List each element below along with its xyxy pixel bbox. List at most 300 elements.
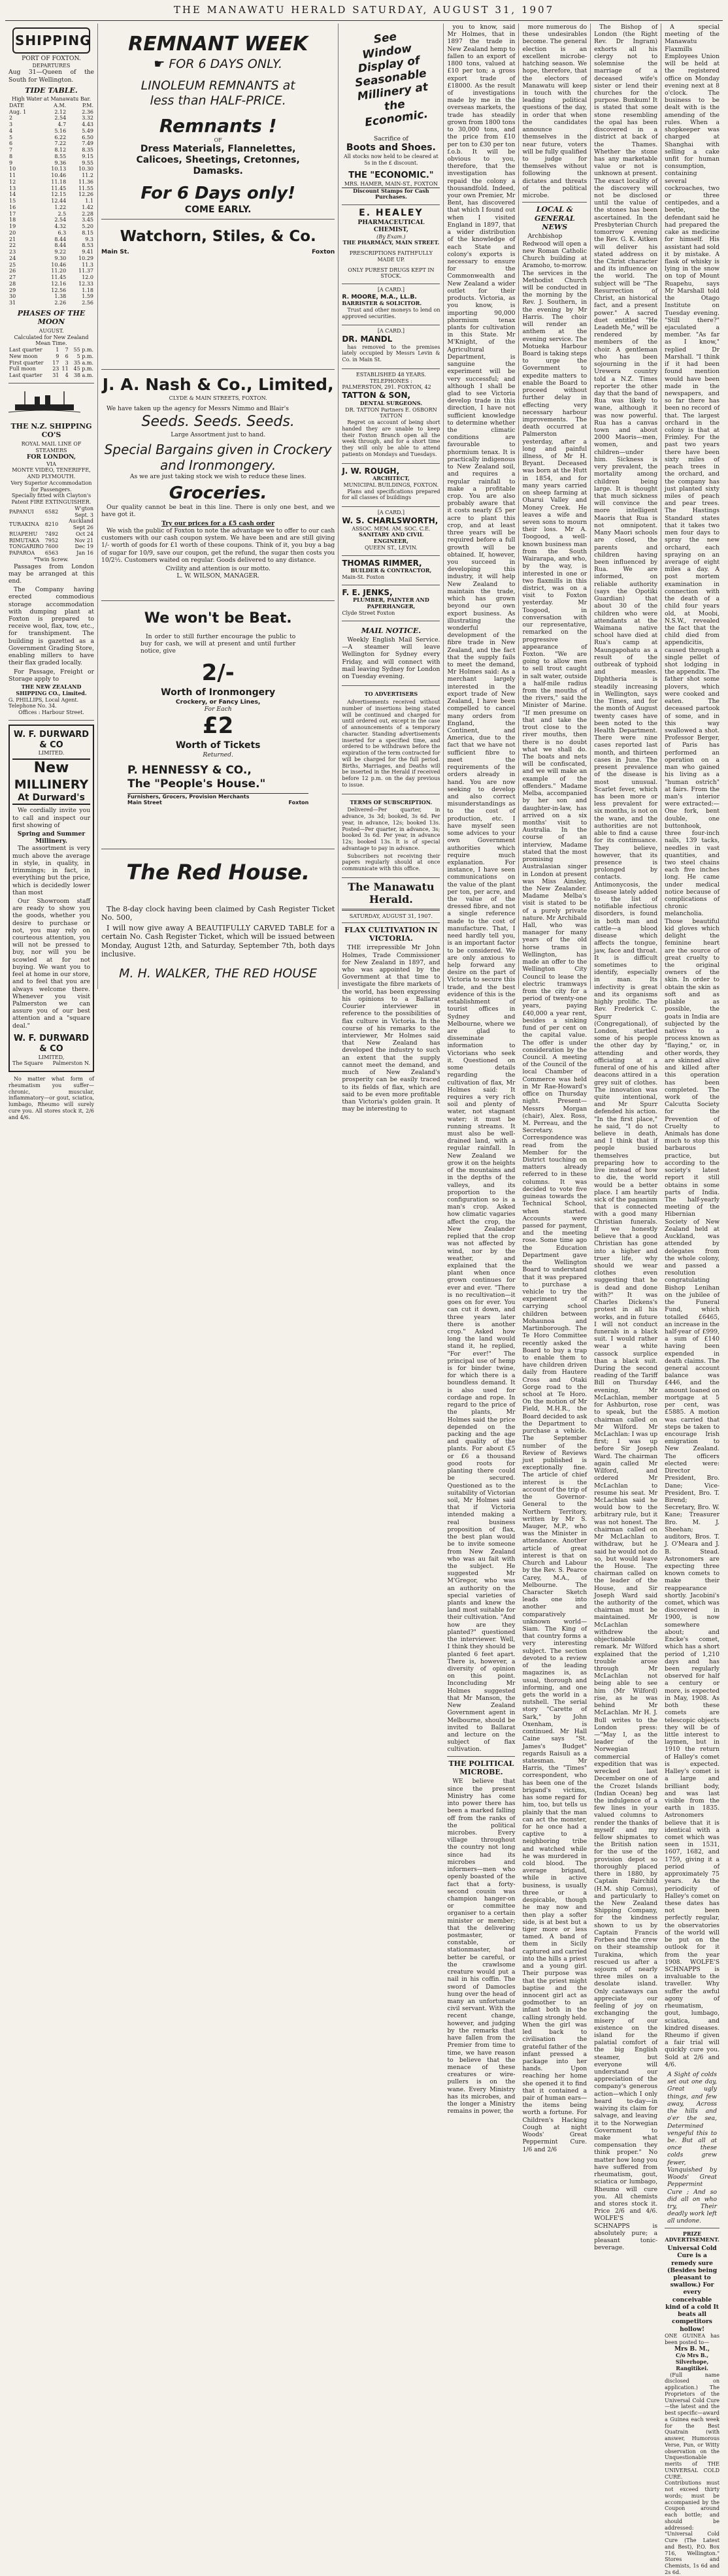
steamer-row-cell: PAPAROA [9, 550, 35, 557]
moon-row [8, 372, 94, 379]
healey-name: E. HEALEY [359, 208, 423, 219]
worth-tickets: Worth of Tickets [175, 740, 261, 751]
charlsworth-title: SANITARY AND CIVIL ENGINEER, [359, 531, 423, 545]
tide-row-cell: 10 [9, 166, 16, 172]
peoples-house: The "People's House." [127, 777, 266, 791]
nzsc-via: VIA [46, 461, 56, 467]
tide-row-cell: 19 [9, 223, 16, 230]
moon-row-cell: Last quarter [9, 372, 42, 379]
tide-subheading: High Water at Manawatu Bar. [11, 96, 91, 103]
steamer-table [8, 506, 94, 557]
tide-row-cell: 8.44 [54, 236, 67, 242]
prescriptions: PRESCRIPTIONS FAITHFULLY MADE UP. [349, 250, 433, 263]
moon-row-cell: 6 [65, 353, 69, 359]
tide-row-cell: 2.54 [54, 115, 67, 122]
tide-row-cell: 17 [9, 210, 16, 217]
nzsc-passages: Passages from London may be arranged at this end. [8, 562, 94, 585]
advertisers-heading: TO ADVERTISERS [364, 691, 418, 698]
tide-row-cell: 22 [9, 242, 16, 249]
tide-row [8, 160, 94, 167]
tide-row-cell: 8.53 [82, 242, 93, 249]
come-early: COME EARLY. [184, 204, 252, 215]
nash-address: CLYDE & MAIN STREETS, FOXTON. [169, 395, 267, 401]
tide-header-cell: A.M. [54, 102, 67, 108]
steamer-row-cell: 7600 [44, 544, 59, 550]
stock-cleared: All stocks now held to be cleared at 5s in the £ discount. [344, 154, 438, 167]
durward-ad [8, 725, 94, 1072]
tide-row-cell: 7.49 [82, 140, 93, 147]
moon-row-cell: 55 p.m. [73, 347, 93, 353]
moon-row [8, 366, 94, 372]
stock-note: As we are just taking stock we wish to reduce these lines. [129, 473, 306, 481]
cold-poem: A Sight of colds set out one day, Great ugly things, and few away, Across the hills and o'er the sea, Determined vengeful this to be. But all at once these colds grew fewer, Vanquished by Woods' Great Peppermint Cure ; And so did all on who try, Their deadly work left all undone. [667, 2071, 717, 2225]
seeds-heading: Seeds. Seeds. Seeds. [141, 414, 295, 431]
tide-row-cell: 1.18 [82, 287, 93, 293]
civility: Civility and attention is our motto. [165, 564, 271, 572]
rimmer-title: BUILDER & CONTRACTOR, [350, 567, 432, 574]
hennessy-name: P. HENNESSY & CO., [127, 764, 252, 777]
nzsc-local-agent: G. PHILLIPS, Local Agent. [8, 696, 79, 703]
durward-showroom: Our Showroom staff are ready to show you the goods, whether you desire to purchase or not, you may rely on courteous attention, you will not be pressed to buy, nor will you be scowled at for not buying. We want you to feel at home in our store, and to feel that you are always welcome there. Whenever you visit Palmerston we can assure you of our best attention and a "square deal." [12, 897, 90, 1030]
tide-row-cell: 8.35 [82, 147, 93, 154]
tatton-partners: DR. TATTON Partners E. OSBORN TATTON [345, 406, 437, 419]
groceries-body: Our quality cannot be beat in this line. There is only one best, and we have got it. [101, 504, 335, 519]
tide-row-cell: 25 [9, 261, 16, 268]
nzsc-agent: THE NEW ZEALAND SHIPPING CO., Limited. [16, 683, 87, 696]
rough-name: J. W. ROUGH, [342, 466, 400, 476]
moon-row-cell: 7 [65, 347, 69, 353]
card-label-1: [A CARD.] [377, 287, 405, 293]
tide-row-cell: 13 [9, 185, 16, 191]
tide-row-cell: 1.59 [82, 293, 93, 300]
red-house-heading: The Red House. [126, 860, 310, 885]
tide-row-cell: 4 [9, 127, 13, 134]
tide-row-cell: 11.3 [82, 261, 93, 268]
durward-spring: Spring and Summer Millinery. [17, 830, 86, 845]
tide-row-cell: 2.12 [54, 108, 67, 115]
durward-name-2: W. F. DURWARD & CO [13, 1033, 90, 1054]
departures-heading: DEPARTURES [32, 62, 71, 69]
tide-row-cell: 4.43 [82, 122, 93, 128]
steamer-row-cell: 6563 [44, 550, 59, 557]
moon-row-cell: 5 p.m. [76, 353, 93, 359]
tide-row-cell: 6.3 [58, 229, 67, 236]
port-title: PORT OF FOXTON. [22, 55, 81, 63]
nzsc-title: THE N.Z. SHIPPING CO'S [10, 421, 92, 440]
subscription-body: Delivered—Per quarter, in advance, 3s 3d; booked, 3s 6d. Per year, in advance, 12s; booked 13s. Posted—Per quarter, in advance, 3s; booked 3s 6d. Per year, in advance 12s; booked 13s. It is of special advantage to pay in advance. [342, 807, 440, 851]
nzsc-fitted: Specially fitted with Clayton's Patent FIRE EXTINGUISHER. [11, 493, 91, 506]
moon-row-cell: First quarter [9, 359, 44, 366]
boots-shoes: Boots and Shoes. [346, 142, 436, 154]
moon-subheading: Calculated for New Zealand Mean Time. [14, 334, 89, 347]
departure-entry: Aug 31—Queen of the South for Wellington. [8, 69, 94, 84]
jenks-title: PLUMBER, PAINTER AND PAPERHANGER, [353, 596, 429, 610]
tide-row-cell: 15 [9, 198, 16, 204]
tide-row [8, 242, 94, 249]
purest-drugs: ONLY PUREST DRUGS KEPT IN STOCK. [348, 267, 435, 280]
tide-row [8, 128, 94, 135]
tatton-places: PALMERSTON, 291. FOXTON, 42 [342, 384, 431, 391]
tide-row-cell: 2.56 [82, 300, 93, 306]
pharm-chemist: PHARMACEUTICAL CHEMIST, [357, 219, 425, 234]
watchorn-name: Watchorn, Stiles, & Co. [120, 228, 316, 245]
tide-row-cell: 23 [9, 249, 16, 255]
remnant-week-heading: REMNANT WEEK [128, 33, 308, 56]
moon-row [8, 347, 94, 353]
tide-row-cell: 11.45 [51, 274, 67, 281]
tide-row [8, 115, 94, 122]
tide-row-cell: 5 [9, 134, 13, 140]
tide-row [8, 274, 94, 281]
tide-row-cell: 7 [9, 147, 13, 154]
steamer-row [8, 506, 94, 519]
hennessy-street: Main Street [127, 800, 162, 806]
moon-table [8, 347, 94, 379]
tide-row-cell: 4.7 [58, 122, 67, 128]
tide-row-cell: 10.46 [51, 261, 67, 268]
moon-row-cell: 1 [56, 347, 59, 353]
tide-row-cell: 2.36 [82, 108, 93, 115]
tide-row [8, 262, 94, 269]
manager: L. W. WILSON, MANAGER. [176, 572, 259, 580]
subscription-heading: TERMS OF SUBSCRIPTION. [350, 798, 433, 806]
tide-row-cell: 11.20 [51, 268, 67, 274]
column-6 [591, 24, 661, 2252]
window-display-heading: See Window Display of Seasonable Millinery at the Economic. [354, 30, 429, 130]
tide-row-cell: 8.55 [54, 153, 67, 159]
moon-heading: PHASES OF THE MOON [17, 308, 86, 327]
tide-row-cell: 6.50 [82, 134, 93, 140]
tide-row-cell: 8.44 [54, 242, 67, 249]
prize-body: (Full name disclosed on application.) The Proprietors of the Universal Cold Cure—the latest and the best specific—award a Guinea each week for the Best Quatrain (with answer, Humorous Verse, Pun, or Witty observation on the Unquestionable merits of THE UNIVERSAL COLD CURE. Contributions must not exceed thirty words; must be accompanied by the Coupon around each bottle; and should be addressed: "Universal Cold Cure (The Latest and Best), P.O. Box 716, Wellington." Stores and Chemists, 1s 6d and 2s 6d. [665, 2372, 720, 2575]
columns [5, 24, 723, 2575]
tatton-body: Regret on account of being short handed they are unable to keep their Foxton Branch open all the week through, and for a short time they will only be able to attend patients on Mondays and Tuesdays. [342, 419, 440, 457]
flax-continued: you to know, said Mr Holmes, that in 1897 the trade in New Zealand hemp to fallen to an export of 1800 tons, valued at £10 per ton; a gross export trade of £18000. As the result of investigations made by me in the overseas markets, the trade has steadily grown from 1800 tons to 30,000 tons, and the price from £10 per ton to £30 per ton f.o.b. It will be obvious to you, therefore, that the investigation has repaid the colony a thousandfold. Indeed, your own Premier, Mr Bent, has discovered that which I found out when I visited England in 1897, that a wider distribution of the knowledge of each State and colony's exports is necessary to ensure for the Commonwealth and New Zealand a wider outlet for their products. Victoria, as you know, is importing 90,000 phormium tenax plants for cultivation in this State. Mr M'Knight, of the Agricultural Department, is sanguine the experiment will be very successful; and although I shall be glad to see Victoria develop trade in this direction, I have not sufficient knowledge to determine whether the climatic conditions are favourable to phormium tenax. It is practically indigenous to New Zealand soil, and requires a regular rainfall to make a profitable crop. You are also probably aware that it costs nearly £5 per acre to plant this crop, and at least three years will be required before a full growth will be obtained. If, however, you succeed in developing this industry, it will help New Zealand to maintain the trade, which has grown beyond our own export business. As illustrating the wonderful development of the fibre trade in New Zealand, and the fact that the supply fails to meet the demand, Mr Holmes said: As a merchant largely interested in the export trade of New Zealand, I have been compelled to cancel many orders from England, the Continent, and America, due to the fact that we have not sufficient fibre to meet the requirements of the orders already in hand. You are now seeking to develop and also correct misunderstandings as to the cost of production, etc. I have myself seen some advices to your own Government authorities which require much explanation. For instance, I have seen communications on the value of the plant per ton, per acre, and the value of the dressed fibre, and not a single reference made to the cost of manufacture. That, I need hardly tell you, is an important factor to be considered. We are only anxious to help forward any desire on the part of Victoria to secure this trade, and the best evidence of this is the establishment of tourist offices in Sydney and Melbourne, where we are glad to disseminate information to Victorians who seek it. Questioned on some details regarding the cultivation of flax, Mr Holmes said: It requires a very rich soil and plenty of water, not stagnant water; it must be running streams. It must also be well-drained land, with a regular rainfall. In New Zealand we grow it on the heights of the mountains and in the depths of the valleys, and its proportion to the configuration so is a man's crop. Asked how climatic vagaries affect the crop, the New Zealander replied that the crop was not affected by wind, nor by the weather, and explained that the plant when once grown continues for ever and ever. "There is no recultivation—it goes on for ever. You can cut it down, and three years later there is another crop." Asked how long the land would stand it, he replied, "For ever!" The principal use of hemp is for binder twine, for which there is a boundless demand. It is also used for cordage and rope. In regard to the price of the plants, Mr Holmes said the price depended on the packing and the age and quality of the plants. For about £5 or £6 a thousand good roots for planting there could be secured. Questioned as to the suitability of Victorian soil, Mr Holmes said that if Victoria intended making a real business proposition of flax, the best plan would be to invite someone from New Zealand who was au fait with the subject. He suggested Mr M'Gregor, who was an authority on the special varieties of plants and knew the land most suitable for their cultivation. "And how are they planted?" questioned the interviewer. Well, I think they should be planted 6 feet apart. There is, however, a diversity of opinion on this point. Inconcluding Mr Holmes suggested that Mr Manson, the New Zealand Government agent in Melbourne, should be invited to Ballarat and lecture on the subject of flax cultivation. [447, 24, 516, 1753]
tide-row [8, 179, 94, 186]
pointing-hand-icon: ☛ [154, 56, 169, 71]
tide-row-cell: 12.33 [78, 280, 93, 287]
tide-row-cell: 30 [9, 293, 16, 300]
tide-row-cell: 5.49 [82, 127, 93, 134]
card-label-2: [A CARD.] [377, 328, 405, 334]
watchorn-street: Main St. [101, 248, 129, 256]
wont-body: In order to still further encourage the public to buy for cash, we will at present and until further notice, give [141, 632, 296, 655]
jenks-name: F. E. JENKS, [342, 587, 393, 597]
established: ESTABLISHED 48 YEARS. [356, 371, 426, 378]
steamer-row-cell: RUAPEHU [9, 530, 38, 537]
dress-materials: Dress Materials, Flannelettes, Calicoes, Sheetings, Cretonnes, Damasks. [136, 144, 300, 177]
herald-title: The Manawatu Herald. [348, 880, 435, 906]
mail-body: Weekly English Mail Service.—A steamer will leave Wellington for Sydney every Friday, and will connect with mail leaving Sydney for London on Tuesday evening. [342, 636, 440, 681]
tide-row-cell: 12 [9, 178, 16, 185]
tide-row-cell: 28 [9, 280, 16, 287]
charlsworth-address: QUEEN ST., LEVIN. [364, 544, 418, 551]
tide-row [8, 109, 94, 116]
moon-row-cell: 35 a.m. [73, 359, 93, 366]
tide-row-cell: 16 [9, 204, 16, 210]
tide-row [8, 287, 94, 294]
steamer-row-cell: RIMUTAKA [9, 537, 40, 544]
tide-row-cell: 27 [9, 274, 16, 281]
flax-heading: FLAX CULTIVATION IN VICTORIA. [344, 925, 438, 943]
local-news-heading: LOCAL & GENERAL NEWS [534, 205, 575, 232]
tide-row [8, 140, 94, 147]
moon-row-cell: Full moon [9, 366, 36, 372]
column-1 [5, 24, 98, 1120]
tide-row [8, 166, 94, 172]
rheumo-ad: No matter what form of rheumatism you suffer—chronic, muscular, inflammatory—or gout, sciatica, lumbago, Rheumo will surely cure you. All stores stock it, 2/6 and 4/6. [8, 1076, 94, 1120]
rough-address: MUNICIPAL BUILDINGS, FOXTON. [343, 481, 439, 488]
tide-row-cell: 11.2 [82, 172, 93, 179]
sacrifice-label: Sacrifice of [373, 135, 408, 143]
prize-heading: PRIZE ADVERTISEMENT. [665, 2230, 720, 2243]
nzsc-subtitle: ROYAL MAIL LINE OF STEAMERS [21, 440, 82, 453]
steamer-row [8, 531, 94, 538]
for-each: For Each [204, 706, 232, 713]
tide-row-cell: 6 [9, 140, 13, 147]
two-shillings: 2/- [201, 660, 235, 687]
tide-row-cell: 2.5 [58, 210, 67, 217]
column-7 [661, 24, 723, 2575]
two-pounds: £2 [203, 713, 234, 740]
moon-row [8, 353, 94, 360]
tide-row-cell: 12.44 [51, 198, 67, 204]
tide-row-cell: 12.0 [82, 274, 93, 281]
moon-row-cell: 45 p.m. [73, 366, 93, 372]
moon-row-cell: 11 [61, 366, 69, 372]
steamer-row [8, 544, 94, 550]
tide-row-cell: 4.32 [54, 223, 67, 230]
steamer-row-cell: Nov 21 [74, 537, 93, 544]
durward-address-2: Palmerston N. [52, 1060, 90, 1067]
tide-row [8, 147, 94, 154]
steamer-row-cell: PAPANUI [9, 508, 34, 515]
tide-row-cell: 31 [9, 300, 16, 306]
steamer-row-cell: 6582 [44, 508, 59, 515]
moore-name: R. MOORE, M.A., LL.B. [342, 293, 417, 301]
durward-at: At Durward's [12, 792, 90, 805]
tide-row-cell: 5.16 [54, 127, 67, 134]
shipping-logo: SHIPPING [12, 27, 90, 54]
durward-limited-2: LIMITED, [38, 1054, 65, 1060]
returned: Returned. [203, 751, 233, 759]
tide-row-cell: 11.45 [51, 185, 67, 191]
herald-date: SATURDAY, AUGUST 31, 1907. [349, 913, 433, 919]
tide-row [8, 204, 94, 211]
wont-be-beat: We won't be Beat. [144, 610, 292, 627]
masthead: THE MANAWATU HERALD SATURDAY, AUGUST 31, 1907 [5, 4, 723, 21]
tide-row [8, 230, 94, 236]
steamer-row [8, 550, 94, 557]
tide-row [8, 122, 94, 128]
moon-row-cell: New moon [9, 353, 38, 359]
tide-row-cell: 9.22 [54, 249, 67, 255]
tide-row-cell: Aug. 1 [9, 108, 27, 115]
bargains-heading: Special Bargains given in Crockery and Ironmongery. [104, 441, 332, 473]
moon-row-cell: 4 [65, 372, 69, 379]
hennessy-trades: Furnishers, Grocers, Provision Merchants [127, 793, 308, 800]
charlsworth-name: W. S. CHARLSWORTH, [342, 515, 438, 525]
nzsc-office: Offices : Harbour Street. [18, 709, 84, 716]
moon-month: AUGUST. [39, 327, 64, 334]
tide-row-cell: 1.38 [54, 293, 67, 300]
moon-row [8, 360, 94, 367]
tide-row-cell: 3.45 [82, 217, 93, 223]
moon-row-cell: Last quarter [9, 347, 42, 353]
nash-name: J. A. Nash & Co., Limited, [102, 375, 334, 394]
tide-row-cell: 14 [9, 191, 16, 198]
durward-new: New [12, 758, 90, 777]
tide-row-cell: 12.15 [51, 191, 67, 198]
column-5 [519, 24, 591, 2153]
tide-row-cell: 6.22 [54, 134, 67, 140]
prize-winner: Mrs B. M., [674, 2345, 710, 2353]
nzsc-for: FOR LONDON, [26, 453, 76, 461]
tide-row-cell: 11.55 [78, 185, 93, 191]
moon-row-cell: 31 [52, 372, 59, 379]
steamship-icon [8, 389, 80, 415]
tide-row-cell: 1.1 [85, 198, 93, 204]
durward-name: W. F. DURWARD & CO [13, 729, 90, 750]
hennessy-town: Foxton [288, 800, 309, 806]
tatton-title: DENTAL SURGEONS. [359, 399, 423, 406]
pharmacy-address: THE PHARMACY, MAIN STREET. [342, 239, 440, 246]
tide-header-cell: DATE [9, 102, 24, 108]
nash-agency: We have taken up the agency for Messrs Nimmo and Blair's [107, 405, 289, 413]
prize-verse: Universal Cold Cure is a remedy sure (Besides being pleasant to swallow.) For every conceivable kind of a cold It beats all competitors hollow! [665, 2245, 720, 2333]
moore-title: BARRISTER & SOLICITOR. [342, 300, 422, 307]
six-days-heading [101, 57, 335, 72]
tide-row-cell: 5.20 [82, 223, 93, 230]
economic-name: THE "ECONOMIC." [348, 170, 434, 180]
nzsc-accommodation: Very Superior Accommodation for Passengers. [10, 480, 92, 493]
tide-row [8, 281, 94, 287]
tide-row-cell: 9.55 [82, 159, 93, 166]
tide-row-cell: 11 [9, 172, 16, 179]
rough-body: Plans and specifications prepared for all classes of buildings [342, 488, 440, 501]
advertisers-body: Advertisements received without number of insertions being stated will be continued and charged for until ordered out, except in the case of announcements of a temporary character. Standing advertisements inserted for a specified time, and ordered to be withdrawn before the expiration of the term contracted for will be charged for the full period. Births, Marriages, and Deaths will be inserted in the Herald if received before 12 p.m. on the day previous to issue. [342, 699, 440, 788]
tide-row-cell: 29 [9, 287, 16, 293]
six-days-text: FOR 6 DAYS ONLY. [169, 56, 283, 71]
tide-row-cell: 9.30 [54, 255, 67, 261]
tide-row-cell: 12.26 [78, 191, 93, 198]
nzsc-freight: For Passage, Freight or Storage apply to [8, 668, 94, 683]
tide-row [8, 300, 94, 306]
moon-row-cell: 9 [56, 353, 59, 359]
crockery-lines: Crockery, or Fancy Lines, [175, 698, 261, 706]
seeds-subheading: Large Assortment just to hand. [171, 431, 266, 439]
column-7-body: A special meeting of the Manawatu Flaxmills Employees Union will be held at the registered office on Monday evening next at 8 o'clock. The business to be dealt with is the amending of the rules. When a shopkeeper was charged at Shanghai with selling a cake unfit for human consumption, containing several cockroaches, two or three centipedes, and a beetle, the defendant said he had prepared the cake as medicine for himself. His assistant had sold it by mistake. A flask of whisky is lying in the snow on top of Mount Ruapehu, says Mr Marshall told the Otago Institute on Tuesday evening. "Still there?" ejaculated a member. "As far as I know," replied Dr Marshall. "I think if it had been found mention would have been made in the newspapers, and so far there has been no record of that. The largest orchard in the colony is that at Frimley. For the past two years there have been sixty miles of peach trees in the orchard, and the company has just planted sixty miles of peach and pear trees. The Hastings Standard states that it takes two men four days to spray the new orchard, each spraying on an average of eight miles a day. A post mortem examination in connection with the death of a child four years old, at Moobi, N.S.W., revealed the fact that the child died from appendicitis, caused through a single pellet of shot lodging in the appendix. The father shot some plovers, which were cooked and eaten. The deceased partook of some, and in this way swallowed a shot. Professor Berger, of Paris has performed an operation on a man who gained his living as a "human ostrich" at fairs. From the man's interior were extracted:—One fork, bent double, one buttonhook, three four-inch nails, 139 tacks, needles in vast quantities, and two steel chains each five inches long. He came under medical notice because of complications of chronic melancholia. Those beautiful kid gloves which delight the feminine heart are the source of great cruelty to the original owners of the skin. In order to obtain the skin as soft and as pliable as possible, the goats in India are subjected by the natives to a process known as "flaying," or, in other words, they are skinned alive and killed after this operation has been completed. The work of the Calcutta Society for the Prevention of Cruelty to Animals has done much to stop this barbarous practice, but according to the society's latest report it still obtains in some parts of India. The half-yearly meeting of the Hibernian Society of New Zealand held at Auckland, was attended by delegates from the whole colony, and passed a resolution congratulating Bishop Lenihan on the jubilee of the Funeral Fund, which totalled £6465, an increase in the half-year of £999, a sum of £140 having been expended in death claims. The general account balance was £446, and the amount loaned on mortgage at 5 per cent, was £5885. A motion was carried that steps be taken to encourage Irish emigration to New Zealand. The officers elected were: Director President, Bro. Dane; Vice-President, Bro. T. Birend; Secretary, Bro. W. Kane; Treasurer Bro. M. J. Sheehan; auditors, Bros. T. J. O'Meara and J. B. Stead. Astronomers are expecting three known comets to make their reappearance shortly. Jacobini's comet, which was discovered in 1900, is now somewhere about; and Encke's comet, which has a short period of 1,210 days and has been regularly observed for half a century or more, is expected in May, 1908. As both these comets are telescopic objects they will be of little interest to laymen, but in 1910 the return of Halley's comet is expected. Halley's comet is a large and brilliant body, and was last visible from the earth in 1835. Astronomers believe that it is identical with a comet which was seen in 1531, 1607, 1682, and 1759, giving it a period of approximately 75 years. As the periodicity of Halley's comet on these dates has not been perfectly regular, the observatories of the world will be put on the outlook for it from the year 1908. WOLFE'S SCHNAPPS is invaluable to the traveller. Why suffer the awful agony of rheumatism, gout, lumbago, sciatica, and kindred diseases. Rheumo if given a fair trial will quickly cure you. Sold at 2/6 and 4/6. [665, 24, 720, 2068]
card-label-3: [A CARD.] [377, 510, 405, 516]
prize-address: C/o Mrs B., Silverhope, Rangitikei. [675, 2352, 709, 2372]
tide-row-cell: 10.46 [51, 172, 67, 179]
subscription-note: Subscribers not receiving their papers regularly should at once communicate with this office. [342, 853, 440, 872]
linoleum-heading: LINOLEUM REMNANTS at less than HALF-PRICE. [141, 78, 295, 108]
watchorn-town: Foxton [311, 248, 335, 256]
tide-row-cell: 11.37 [78, 268, 93, 274]
tide-header-row [8, 103, 94, 109]
walker-footer: M. H. WALKER, THE RED HOUSE [119, 966, 318, 981]
try-prices: Try our prices for a £5 cash order [161, 519, 275, 527]
steamer-row-cell: TURAKINA [9, 521, 39, 528]
hamer-address: MRS. HAMER, MAIN-ST., FOXTON [344, 180, 438, 187]
tide-row [8, 172, 94, 179]
discount-stamps: Discount Stamps for Cash Purchases. [342, 187, 440, 201]
of-label: OF [214, 137, 222, 144]
column-6-body: The Bishop of London (the Right Rev. Dr Ingram) exhorts all his clergy not to solemnise the marriage of a deceased wife's sister or lend their churches for the purpose. Bunkum! It is stated that some stone resembling the opal has been discovered in a district at back of the Thames. Whether the stone has any marketable value or not is unknown at present. The exact locality of the discovery will not be disclosed until the value of the stones has been ascertained. In the Presbyterian Church tomorrow evening the Rev. G. K. Aitken will deliver his stated address on the Christ character and its influence on the world. The subject will be "The Resurrection of Christ, an historical fact, and a present power." A sacred duet entitled "He Leadeth Me," will be rendered by members of the choir. A gentleman who has been sojourning in the Urewera country told a N.Z. Times reporter the other day that the band of Rua was likely to wane, although it was now powerful. Rua has a canvas town and about 2000 Maoris—men, women, and children—under him. Sickness is very prevalent, the mortality among children being large. It is thought that much sickness will convince the more intelligent Maoris that Rua is not omnipotent. Many Maori schools are closed, the parents and children having been influenced by Rua. We are informed, on reliable authority (says the Opotiki Guardian) that about 30 of the children who were attendants at the Waimana native school have died at Rua's camp at Maungapohatu as a result of the outbreak of typhoid and measles. Diphtheria is steadily increasing in Wellington, says the Times, and for the month of August twenty cases have been noted to the Health Department. There were nine cases reported last month, and thirteen cases in June. The present prevalence of the disease is most unusual. Scarlet fever, which has been more or less prevalent for six months, is not on the wane, and the authorities are not able to find a cause for its continuance. They believe, however, that its presence is prolonged by contacts. Antimonycosis, the disease lately added to the list of notifiable infectious disorders, is found in both man and cattle—a blood disease which affects the tongue, jaw, face and throat. It is difficult sometimes to identify, especially in man. Its infectivity is great and its organisms highly prolific. The Rev. Frederick C. Spurr (Congregational), of London, startled some of his people the other day by attending and officiating at a funeral of one of his deacons attired in a grey suit of clothes. The innovation was quite intentional, and Mr Spurr defended his action. "In the first place," he said, "I do not believe in death, and I think that if people busied themselves preparing how to live instead of how to die, the world would be a better place. I am heartily sick of the paganism that is connected with a good many Christian funerals. If we honestly believe that a good Christian has gone into a higher and truer life, why should we wear clothes even suggesting that he is dead and done with?" It was Charles Dickens's protest in all his works, and in future I will not conduct funerals in a black suit. I would rather wear a white cassock surplice than a black suit. During the second reading of the Tariff Bill on Thursday evening, Mr McLachlan, member for Ashburton, rose to speak, but the chairman called on Mr Wilford. Mr McLachlan: I was up first; I was up before Sir Joseph Ward. The chairman again called Mr Wilford, and ordered Mr McLachlan to resume his seat. Mr McLachlan said he would bow to the arbitrary rule, but it was not honest. The chairman called on Mr McLachlan to withdraw, but he said he would not do so, but would leave the House. The chairman called on the leader of the House, and Sir Joseph Ward said the authority of the chairman must be maintained. Mr McLachlan withdrew the objectionable remark. Mr Wilford explained that the trouble arose through Mr McLachlan not being able to see him (Mr Wilford) rise, as he was behind Mr McLachlan. Mr H. J. Bull writes to the London press:—"May I, as the leader of the Norwegian commercial expedition that was wrecked last December on one of the Crozet Islands (Indian Ocean) beg the indulgence of a few lines in your valued columns to render the thanks of myself and my fellow shipmates to the British nation for the use of the provision depot so thoroughly placed there in 1880, by Captain Fairchild (H.M. ship Comus), and particularly to the New Zealand Shipping Company, for the kindness shown to us by Captain Francis Forbes and the crew on their steamship Turakina, which rescued us after a sojourn of nearly three miles on a desolate island. Only castaways can appreciate our feeling of joy on exchanging the misery of our existence on the island for the palatial comfort of the big English steamer, but everyone will understand our appreciation of the company's generous action—which I only heard to-day—in waiving its claim for salvage, and leaving it to the Norwegian Government to make what compensation they think proper." No matter how long you have suffered from rheumatism, gout, sciatica or lumbago, Rheumo will cure you. All chemists and stores stock it. Price 2/6 and 4/6. WOLFE'S SCHNAPPS is absolutely pure; a pleasant tonic-beverage. [594, 24, 658, 2252]
tide-row-cell: 7.22 [54, 140, 67, 147]
nzsc-route: MONTE VIDEO, TENERIFFE, AND PLYMOUTH. [12, 467, 91, 480]
tide-row-cell: 26 [9, 268, 16, 274]
nzsc-body: The Company having erected commodious storage accommodation with dumping plant at Foxton is prepared to receive wool, flax, tow, etc., for transhipment. The building is gazetted as a Government Grading Store, enabling millers to have their flax graded locally. [8, 586, 94, 667]
microbe-heading: THE POLITICAL MICROBE. [448, 1759, 514, 1777]
tide-row-cell: 3 [9, 122, 13, 128]
flax-body: THE irrepressible Mr John Holmes, Trade Commissioner for New Zealand in 1897, and who was appointed by the Government at that time to investigate the fibre markets of the world, has been expressing his opinions to a Ballarat Courier interviewer in reference to the possibilities of flax culture in Victoria. In the course of his remarks to the interviewer, Mr Holmes said that New Zealand has developed the industry to such an extent that the supply cannot meet the demand, and much of New Zealand's prosperity can be easily traced to its fields of flax, which are said to be even more profitable than Victoria's golden grain. It may be interesting to [342, 944, 440, 1113]
column-2 [98, 24, 339, 989]
mail-heading: MAIL NOTICE. [361, 626, 422, 635]
tide-row-cell: 9.36 [54, 159, 67, 166]
tide-row [8, 223, 94, 230]
groceries-heading: Groceries. [169, 483, 267, 503]
tide-row [8, 186, 94, 192]
rimmer-name: THOMAS RIMMER, [342, 558, 422, 568]
local-news-body: Archbishop Redwood will open a new Roman Catholic Church building at Aramoho, to-morrow. The services in the Methodist Church will be conducted in the morning by the Rev. J. Southern, in the evening by Mr Harris. The choir will render an anthem at the evening service. The Motueka Harbour Board is taking steps to urge the Government to expedite matters to enable the Board to proceed without further delay in effecting very necessary harbour improvements. The death occurred at Palmerston yesterday, after a long and painful illness, of Mr H. Bryant. Deceased was born at the Hutt in 1854, and for many years carried on sheep farming at Oharui Valley and Money Creek. He leaves a wife and seven sons to mourn their loss. Mr A. Toogood, a well-known business man from the South Wairarapa, and who, by the way, is interested in one or two flaxmills in this district, was on a visit to Foxton yesterday. Mr Toogood, in conversation with our representative, remarked on the progressive appearance of Foxton. "We are going to allow men to sell trout caught in salt water, outside a half-mile radius from the mouths of the rivers," said the Minister of Marine. "If men presume on that and take the trout close to the river mouths, then there is no doubt what we shall do. The boats and nets will be confiscated, and we will make an example of the offenders." Madame Melba, accompanied by her son and daughter-in-law, has arrived on a six months' visit to Australia. In the course of an interview, Madame stated that the most promising Australasian singer in London at present was Miss Ainsley, the New Zealander. Madame Melba's visit is stated to be of a purely private nature. Mr Archibald Hall, who was manager for many years of the old horse trams in Wellington, has made an offer to the Wellington City Council to lease the electric tramways from the city for a period of twenty-one years, paying £40,000 a year rent, besides a sinking fund of per cent on the capital value. The offer is under consideration by the Council. A meeting of the Council of the local Chamber of Commerce was held in Mr Rae-Howard's office on Thursday night. Present—Messrs Morgan (chair), Alex. Ross, M. Perreau, and the Secretary. Correspondence was read from the Member for the District touching on matters already referred to in these columns. It was decided to vote five guineas towards the Technical School, when started. Accounts were passed for payment, and the meeting rose. Some time ago the Education Department gave the Wellington Board to understand that it was prepared to purchase a vehicle to try the experiment of carrying school children between Mohaunoa and Martinborough. The Te Horo Committee recently asked the Board to buy a trap to enable them to have children driven daily from Hautere Cross and Otaki Gorge road to the school at Te Horo. On the motion of Mr Field, M.H.R., the Board decided to ask the Department to purchase a vehicle. The September number of the Review of Reviews just published is exceptionally fine. The article of chief interest is the account of the trip of the Governor-General to the Northern Territory, written by Mr S. Mauger, M.P., who was the Minister in attendance. Another article of great interest is that on Church and Labour by the Rev. S. Pearce Carey, M.A., of Melbourne. The Character Sketch leads one into another and comparatively unknown world—Siam. The King of that country forms a very interesting subject. The section devoted to a review of the leading magazines is, as usual, thorough and informing, and one gets the world in a nutshell. The serial story "Carette of Sark," by John Oxenham, is continued. Mr Hall Caine says "St. James's Budget" regards Raisuli as a statesman. Mr Harris, the "Times" correspondent, who has been one of the brigand's victims, has some regard for him, too, but tells us plainly that the man can act the monster, for he once had a captive to a neighboring tribe and watched while he was murdered in cold blood. The average brigand, while in active business, is usually three or a despicable, though he may now and then play a softer side, is at best but a tiger more or less tamed. A band of them in Sicily captured and carried into the hills a priest and a young girl. Their purpose was that the priest might baptise and the innocent girl act as godmother to an infant both in the calling strongly held. When the girl was led back to civilisation the grateful father of the infant pressed a package into her hands. Upon reaching her home she opened it to find that it contained a pair of human ears—the items being worth a fortune. For Children's Hacking Cough at night Woods' Great Peppermint Cure. 1/6 and 2/6 [522, 233, 587, 2153]
tatton-name: TATTON & SON, [342, 391, 411, 400]
tide-row-cell: 8 [9, 153, 13, 159]
tide-header-cell: P.M. [82, 102, 93, 108]
tide-row [8, 217, 94, 223]
tide-row-cell: 8.15 [82, 229, 93, 236]
rimmer-address: Main-St. Foxton [342, 574, 385, 580]
durward-millinery: MILLINERY [14, 777, 89, 792]
moon-row-cell: 3 [65, 359, 69, 366]
steamer-row-cell: Jan 16 [76, 550, 93, 557]
for-six-days: For 6 Days only! [141, 184, 295, 204]
tide-row-cell: 1.22 [54, 204, 67, 210]
tide-heading: TIDE TABLE. [25, 86, 78, 95]
durward-invite: We cordially invite you to call and inspect our first showing of [12, 807, 90, 829]
tide-row-cell: 11.18 [51, 178, 67, 185]
tide-row [8, 255, 94, 262]
tide-row [8, 249, 94, 255]
steamer-row-cell: Dec 19 [74, 544, 93, 550]
tatton-telephones: TELEPHONES : [369, 378, 412, 384]
steamer-row [8, 518, 94, 531]
twin-screw-note: *Twin Screw. [33, 556, 69, 562]
tide-row-cell: 2.26 [54, 300, 67, 306]
steamer-row-cell: W'gton Sept. 3 [74, 505, 93, 518]
worth-ironmongery: Worth of Ironmongery [161, 687, 276, 698]
column-4 [444, 24, 519, 2115]
tide-row-cell: 9 [9, 159, 13, 166]
tide-row [8, 198, 94, 204]
moon-row-cell: 17 [52, 359, 59, 366]
table-note: I will now give away A BEAUTIFULLY CARVED TABLE for a certain No. Cash Register Ticket, which will be issued between Monday, August 12th, and Saturday, September 7th, both days inclusive. [101, 923, 335, 959]
tide-row-cell: 2.28 [82, 210, 93, 217]
tide-row-cell: 8.12 [54, 147, 67, 154]
microbe-continued: more numerous do these undesirables become. The general election is an excellent microbe-hatching season. We hope, therefore, that the electors of Manawatu will keep in touch with the leading political questions of the day, in order that when the candidates announce themselves in the near future, voters will be fully qualified to judge for themselves without following the dictates and threats of the political microbe. [522, 24, 587, 200]
tide-row [8, 236, 94, 243]
column-3 [339, 24, 444, 1113]
steamer-row-cell: 7952 [44, 537, 59, 544]
tide-row [8, 154, 94, 160]
remnants-heading: Remnants ! [159, 115, 277, 137]
steamer-row-cell: TONGARIRO [9, 544, 44, 550]
tide-row-cell: 24 [9, 255, 16, 261]
charlsworth-assoc: ASSOC. MEM. AM. SOC. C.E. [352, 525, 431, 532]
steamer-row [8, 538, 94, 544]
tide-row-cell: 3.32 [82, 115, 93, 122]
